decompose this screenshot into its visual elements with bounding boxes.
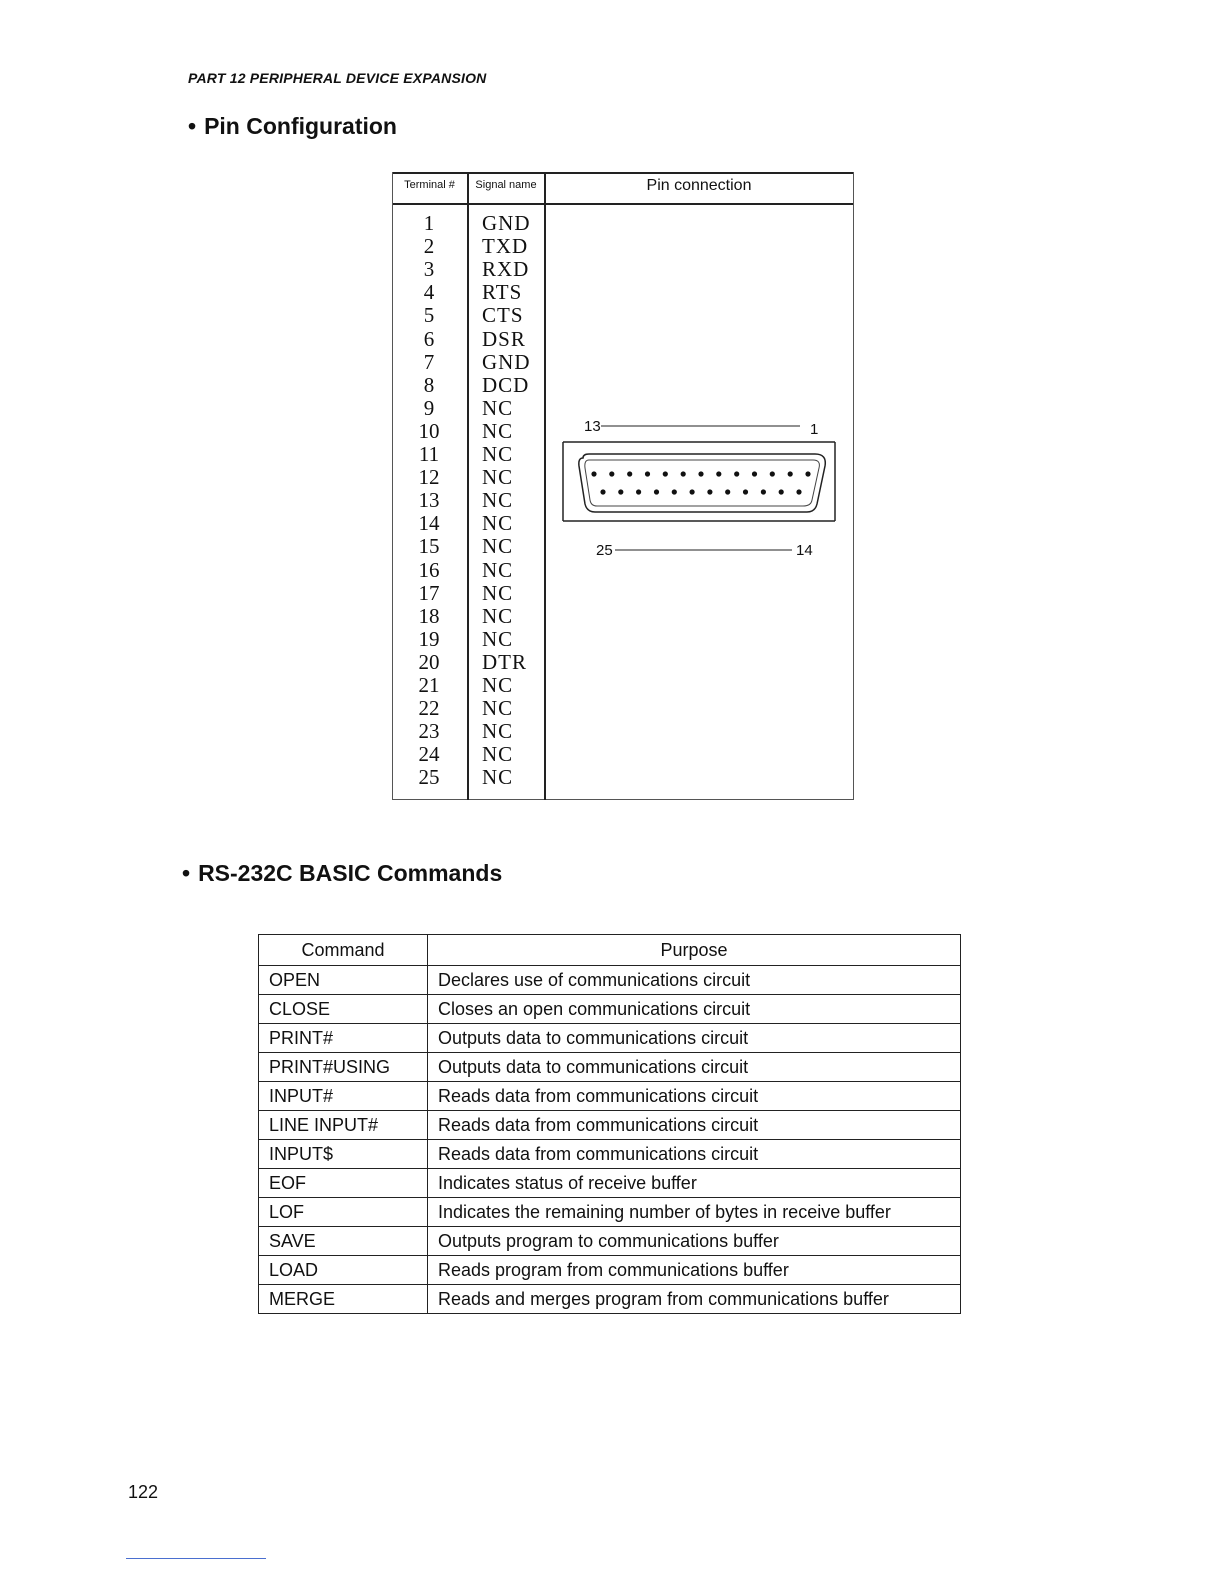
purpose-cell: Reads program from communications buffer (428, 1256, 961, 1285)
pin-terminal-number: 18 (418, 603, 440, 628)
pin-signal-name: NC (482, 626, 514, 651)
pin-signal-name: DTR (482, 649, 527, 674)
pin-signal-name: DSR (482, 326, 526, 351)
command-cell: INPUT# (259, 1082, 428, 1111)
pin-label-14: 14 (796, 542, 813, 559)
pin-terminal-number: 7 (423, 349, 435, 374)
pin-signal-name: GND (482, 211, 531, 235)
table-row (259, 1024, 961, 1053)
connector-pin-dot (672, 489, 677, 494)
pin-label-1: 1 (810, 421, 819, 438)
pin-terminal-number: 22 (418, 696, 440, 721)
pin-terminal-number: 1 (423, 211, 435, 235)
pin-terminal-number: 21 (418, 673, 440, 697)
pin-signal-name: NC (482, 742, 514, 767)
connector-pin-dot (743, 489, 748, 494)
commands-table-body (259, 966, 961, 1314)
pin-signal-name: NC (482, 465, 514, 490)
table-row (259, 1169, 961, 1198)
command-cell: EOF (259, 1169, 428, 1198)
connector-pin-dot (654, 489, 659, 494)
pin-signal-name: NC (482, 511, 514, 536)
pin-signal-name: NC (482, 395, 514, 420)
command-cell: OPEN (259, 966, 428, 995)
purpose-cell: Outputs data to communications circuit (428, 1024, 961, 1053)
pin-signal-name: NC (482, 557, 514, 582)
connector-pin-dot (636, 489, 641, 494)
purpose-cell: Reads data from communications circuit (428, 1111, 961, 1140)
pin-signal-name: NC (482, 603, 514, 628)
footer-rule (126, 1558, 266, 1559)
pin-signal-name: NC (482, 534, 514, 559)
pin-terminal-number: 19 (418, 626, 440, 651)
purpose-cell: Reads data from communications circuit (428, 1140, 961, 1169)
purpose-cell: Indicates status of receive buffer (428, 1169, 961, 1198)
pin-terminal-number: 9 (423, 395, 435, 420)
pin-terminal-number: 24 (418, 742, 440, 767)
connector-pin-dot (618, 489, 623, 494)
connector-pin-dot (690, 489, 695, 494)
connector-pin-dot (725, 489, 730, 494)
pin-terminal-number: 3 (423, 257, 435, 282)
pin-signal-name: DCD (482, 372, 530, 397)
pin-signal-name: NC (482, 442, 514, 466)
bullet: • (182, 860, 191, 886)
connector-pin-dot (663, 471, 668, 476)
running-header: PART 12 PERIPHERAL DEVICE EXPANSION (188, 70, 487, 86)
command-cell: PRINT#USING (259, 1053, 428, 1082)
bullet: • (188, 113, 197, 139)
pin-signal-name: RXD (482, 257, 530, 282)
table-row (259, 1227, 961, 1256)
pin-terminal-number: 15 (418, 534, 440, 559)
connector-pin-dot (734, 471, 739, 476)
pin-signal-name: NC (482, 673, 514, 697)
col-terminal-header: Terminal # (404, 179, 455, 191)
connector-pin-dot (645, 471, 650, 476)
commands-table (258, 934, 961, 1314)
pin-terminal-number: 5 (423, 303, 435, 328)
connector-pin-dot (591, 471, 596, 476)
pin-terminal-number: 11 (418, 442, 440, 466)
pin-signal-name: NC (482, 765, 514, 790)
col-command-header: Command (259, 935, 428, 966)
table-rule (392, 203, 854, 205)
connector-pin-dot (716, 471, 721, 476)
commands-title-text: RS-232C BASIC Commands (198, 860, 503, 886)
purpose-cell: Reads data from communications circuit (428, 1082, 961, 1111)
connector-pin-dot (770, 471, 775, 476)
pin-signal-name: NC (482, 488, 514, 513)
table-header-row (259, 935, 961, 966)
command-cell: CLOSE (259, 995, 428, 1024)
pin-label-25: 25 (596, 542, 613, 559)
connector-pin-dot (627, 471, 632, 476)
pin-signal-name: NC (482, 719, 514, 744)
pin-terminal-number: 4 (423, 280, 435, 305)
commands-title (182, 860, 502, 887)
purpose-cell: Outputs program to communications buffer (428, 1227, 961, 1256)
connector-pin-dot (600, 489, 605, 494)
command-cell: LINE INPUT# (259, 1111, 428, 1140)
table-row (259, 1140, 961, 1169)
table-row (259, 1256, 961, 1285)
col-signal-header: Signal name (475, 179, 537, 191)
col-purpose-header: Purpose (428, 935, 961, 966)
connector-pin-dot (698, 471, 703, 476)
table-row (259, 1198, 961, 1227)
command-cell: LOAD (259, 1256, 428, 1285)
purpose-cell: Declares use of communications circuit (428, 966, 961, 995)
pin-config-title (188, 113, 397, 140)
pin-terminal-number: 17 (418, 580, 440, 605)
connector-pin-dot (796, 489, 801, 494)
table-rule (467, 172, 469, 800)
pin-signal-name: NC (482, 696, 514, 721)
connector-pin-dot (779, 489, 784, 494)
connector-pin-dot (805, 471, 810, 476)
table-row (259, 1082, 961, 1111)
pin-terminal-number: 8 (423, 372, 435, 397)
table-row (259, 1111, 961, 1140)
connector-d-shell-inner (585, 460, 820, 506)
pin-terminal-number: 23 (418, 719, 440, 744)
pin-signal-name: RTS (482, 280, 523, 305)
pin-table (392, 172, 854, 800)
table-row (259, 1053, 961, 1082)
connector-pin-dot (707, 489, 712, 494)
connector-pin-dot (788, 471, 793, 476)
connector-pin-dot (681, 471, 686, 476)
purpose-cell: Closes an open communications circuit (428, 995, 961, 1024)
pin-signal-name: TXD (482, 234, 529, 259)
table-rule (392, 172, 854, 174)
pin-terminal-number: 10 (418, 418, 440, 443)
command-cell: LOF (259, 1198, 428, 1227)
pin-signal-name: NC (482, 418, 514, 443)
pin-terminal-number: 6 (423, 326, 435, 351)
connector-d-shell (579, 454, 825, 512)
connector-pin-dot (752, 471, 757, 476)
pin-terminal-number: 25 (418, 765, 440, 790)
connector-pin-dot (609, 471, 614, 476)
table-rule (853, 172, 854, 800)
command-cell: MERGE (259, 1285, 428, 1314)
pin-config-title-text: Pin Configuration (204, 113, 397, 139)
connector-pins (591, 471, 810, 494)
purpose-cell: Reads and merges program from communications buffer (428, 1285, 961, 1314)
pin-terminal-number: 20 (418, 649, 440, 674)
pin-terminal-number: 2 (423, 234, 435, 259)
pin-terminal-number: 14 (418, 511, 440, 536)
pin-terminal-number: 12 (418, 465, 440, 490)
pin-label-13: 13 (584, 418, 601, 435)
command-cell: PRINT# (259, 1024, 428, 1053)
connector-pin-dot (761, 489, 766, 494)
pin-signal-name: CTS (482, 303, 524, 328)
col-connection-header: Pin connection (646, 177, 752, 194)
table-row (259, 966, 961, 995)
pin-terminal-number: 16 (418, 557, 440, 582)
page-number: 122 (128, 1482, 159, 1502)
command-cell: SAVE (259, 1227, 428, 1256)
pin-terminal-number: 13 (418, 488, 440, 513)
table-rule (392, 799, 854, 800)
purpose-cell: Indicates the remaining number of bytes in receive buffer (428, 1198, 961, 1227)
pin-signal-name: GND (482, 349, 531, 374)
table-row (259, 995, 961, 1024)
purpose-cell: Outputs data to communications circuit (428, 1053, 961, 1082)
table-row (259, 1285, 961, 1314)
pin-signal-name: NC (482, 580, 514, 605)
command-cell: INPUT$ (259, 1140, 428, 1169)
